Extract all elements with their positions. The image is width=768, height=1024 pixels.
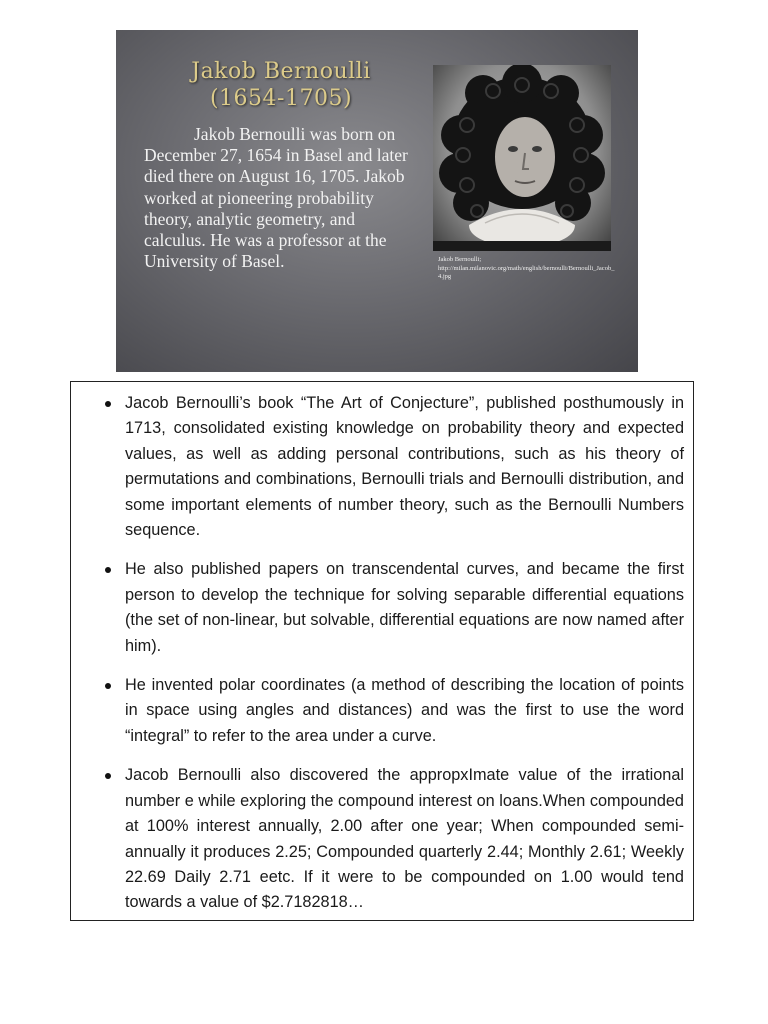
slide-title-years: (1654-1705) [209,86,353,111]
bullet-point-icon [105,683,111,689]
bullet-list [71,391,693,930]
bullet-text-box [70,381,694,921]
bullet-point-icon [105,567,111,573]
bullet-text: He invented polar coordinates (a method of describing the location of points in space using angles and distances) and was the first to use the word “integral” to refer to the area under a curve. [125,676,684,745]
portrait-drawing [433,65,611,251]
caption-name: Jakob Bernoulli; [438,256,482,263]
slide-image [116,30,638,372]
bullet-text: He also published papers on transcendental curves, and became the first person to develop the technique for solving separable differential equations (the set of non-linear, but solvable, differential equations are now named after him). [125,560,684,655]
caption-url: http://milan.milanovic.org/math/english/bernoulli/Bernoulli_Jacob_4.jpg [438,264,615,280]
portrait-caption [438,256,618,282]
bullet-item-art-of-conjecture [71,391,693,543]
slide-biography-text: Jakob Bernoulli was born on December 27, 1654 in Basel and later died there on August 16, 1705. Jakob worked at pioneering probability theory, analytic geometry, and calculus. He was a professor at the University of Basel. [144,124,408,272]
bullet-text: Jacob Bernoulli’s book “The Art of Conjecture”, published posthumously in 1713, consolidated existing knowledge on probability theory and expected values, as well as adding personal contributions, such as his theory of permutations and combinations, Bernoulli trials and Bernoulli distribution, and some important elements of number theory, such as the Bernoulli Numbers sequence. [125,394,684,540]
slide-title [156,58,406,112]
bullet-item-number-e [71,763,693,915]
portrait-image [433,65,611,251]
bullet-point-icon [105,773,111,779]
slide-title-name: Jakob Bernoulli [191,59,371,84]
bullet-point-icon [105,401,111,407]
bullet-item-polar-coordinates [71,673,693,749]
bullet-text: Jacob Bernoulli also discovered the appropxImate value of the irrational number e while exploring the compound interest on loans.When compounded at 100% interest annually, 2.00 after one year; When compounded semi-annually it produces 2.25; Compounded quarterly 2.44; Monthly 2.61; Weekly 22.69 Daily 2.71 eetc. If it were to be compounded on 1.00 would tend towards a value of $2.7182818… [125,766,684,912]
bullet-item-transcendental-curves [71,557,693,659]
